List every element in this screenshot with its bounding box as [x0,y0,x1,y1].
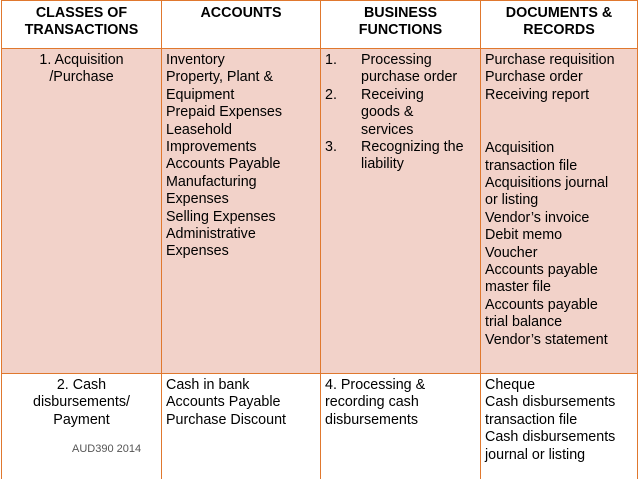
header-documents: DOCUMENTS & RECORDS [481,1,638,49]
footer-label: AUD390 2014 [72,443,142,455]
spacer [485,104,633,140]
row2-accounts-cell: Cash in bank Accounts Payable Purchase Discount [162,374,321,479]
header-accounts: ACCOUNTS [162,1,321,49]
table-row [2,49,638,374]
row1-functions-cell [321,49,481,374]
list-item: 2. Receiving goods & services [325,86,424,138]
list-item: 3. Recognizing the liability [325,139,464,173]
functions-list [325,52,476,174]
header-row [2,1,638,49]
row2-documents-cell: Cheque Cash disbursements transaction file Cash disbursements journal or listing [481,374,638,479]
row2-functions-cell: 4. Processing & recording cash disbursements [321,374,481,479]
header-functions: BUSINESS FUNCTIONS [321,1,481,49]
header-classes: CLASSES OF TRANSACTIONS [2,1,162,49]
table-row [2,374,638,479]
row1-accounts-cell: Inventory Property, Plant & Equipment Prepaid Expenses Leasehold Improvements Accounts Payable Manufacturing Expenses Selling Expenses Administrative Expenses [162,49,321,374]
row1-class-cell: 1. Acquisition /Purchase [2,49,162,374]
row2-class-cell: 2. Cash disbursements/ Payment [2,374,162,479]
row1-documents-cell: Purchase requisition Purchase order Receiving report Acquisition transaction file Acquisitions journal or listing Vendor’s invoice Debit memo Voucher Accounts payable master file Accounts payable trial balance Vendor’s statement [481,49,638,374]
transactions-table [1,0,638,479]
list-item: 1. Processing purchase order [325,52,458,86]
